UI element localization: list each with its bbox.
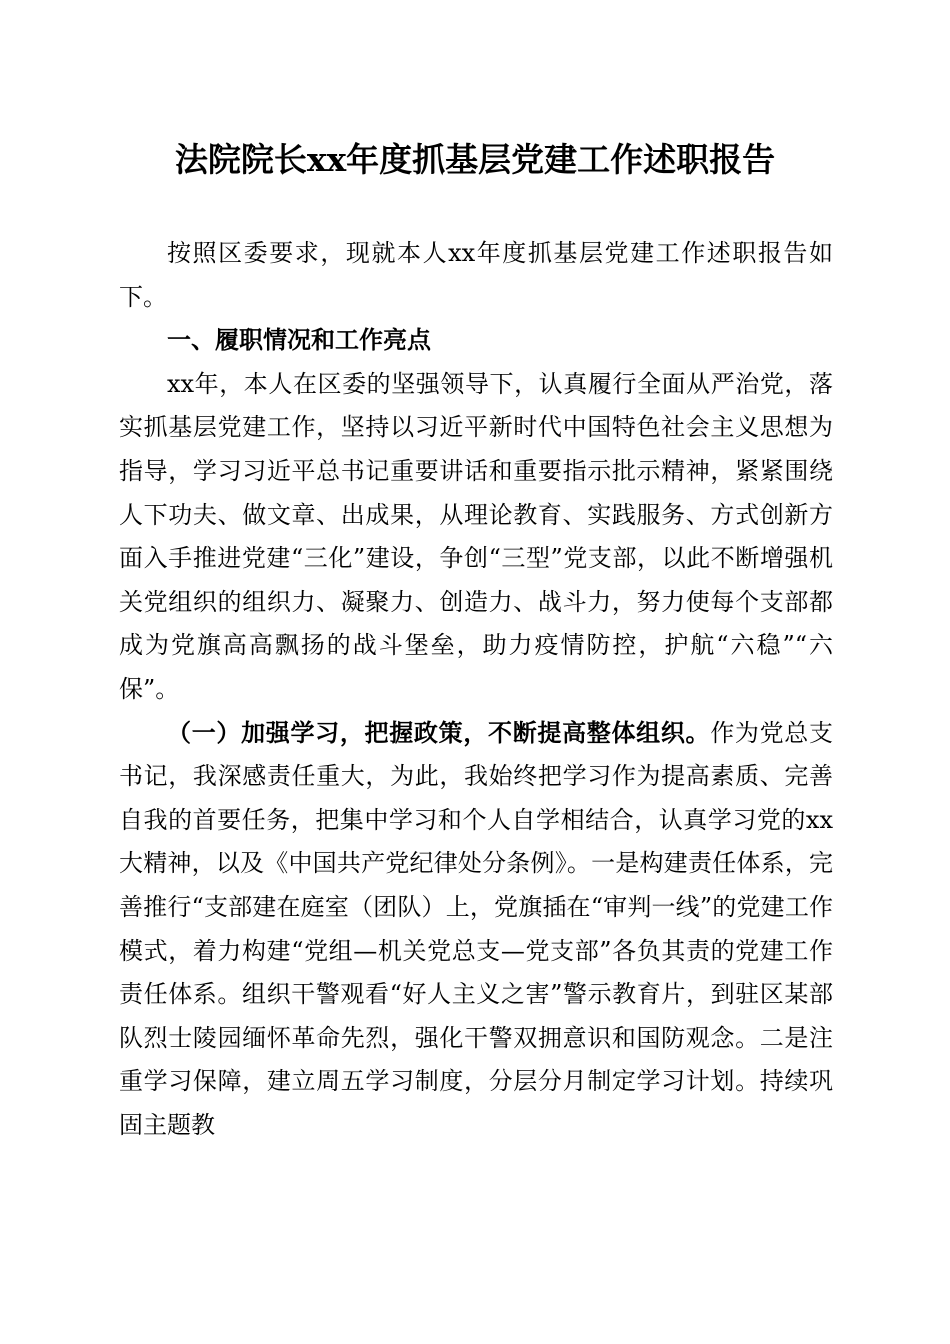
intro-paragraph: 按照区委要求，现就本人xx年度抓基层党建工作述职报告如下。 [119, 239, 833, 311]
document-body [119, 232, 833, 1147]
subsection-text: 作为党总支书记，我深感责任重大，为此，我始终把学习作为提高素质、完善自我的首要任务，把集中学习和个人自学相结合，认真学习党的xx大精神，以及《中国共产党纪律处分条例》。一是构建责任体系，完善推行“支部建在庭室（团队）上，党旗插在“审判一线”的党建工作模式，着力构建“党组—机关党总支—党支部”各负其责的党建工作责任体系。组织干警观看“好人主义之害”警示教育片，到驻区某部队烈士陵园缅怀革命先烈，强化干警双拥意识和国防观念。二是注重学习保障，建立周五学习制度，分层分月制定学习计划。持续巩固主题教 [119, 718, 834, 1139]
section-paragraph: xx年，本人在区委的坚强领导下，认真履行全面从严治党，落实抓基层党建工作，坚持以习近平新时代中国特色社会主义思想为指导，学习习近平总书记重要讲话和重要指示批示精神，紧紧围绕人下功夫、做文章、出成果，从理论教育、实践服务、方式创新方面入手推进党建“三化”建设，争创“三型”党支部，以此不断增强机关党组织的组织力、凝聚力、创造力、战斗力，努力使每个支部都成为党旗高高飘扬的战斗堡垒，助力疫情防控，护航“六稳”“六保”。 [119, 369, 833, 703]
section-heading: 一、履职情况和工作亮点 [167, 326, 431, 355]
document-title: 法院院长xx年度抓基层党建工作述职报告 [174, 140, 776, 179]
subsection-paragraph [119, 712, 833, 1148]
subsection-lead: （一）加强学习，把握政策，不断提高整体组织。 [167, 718, 711, 747]
